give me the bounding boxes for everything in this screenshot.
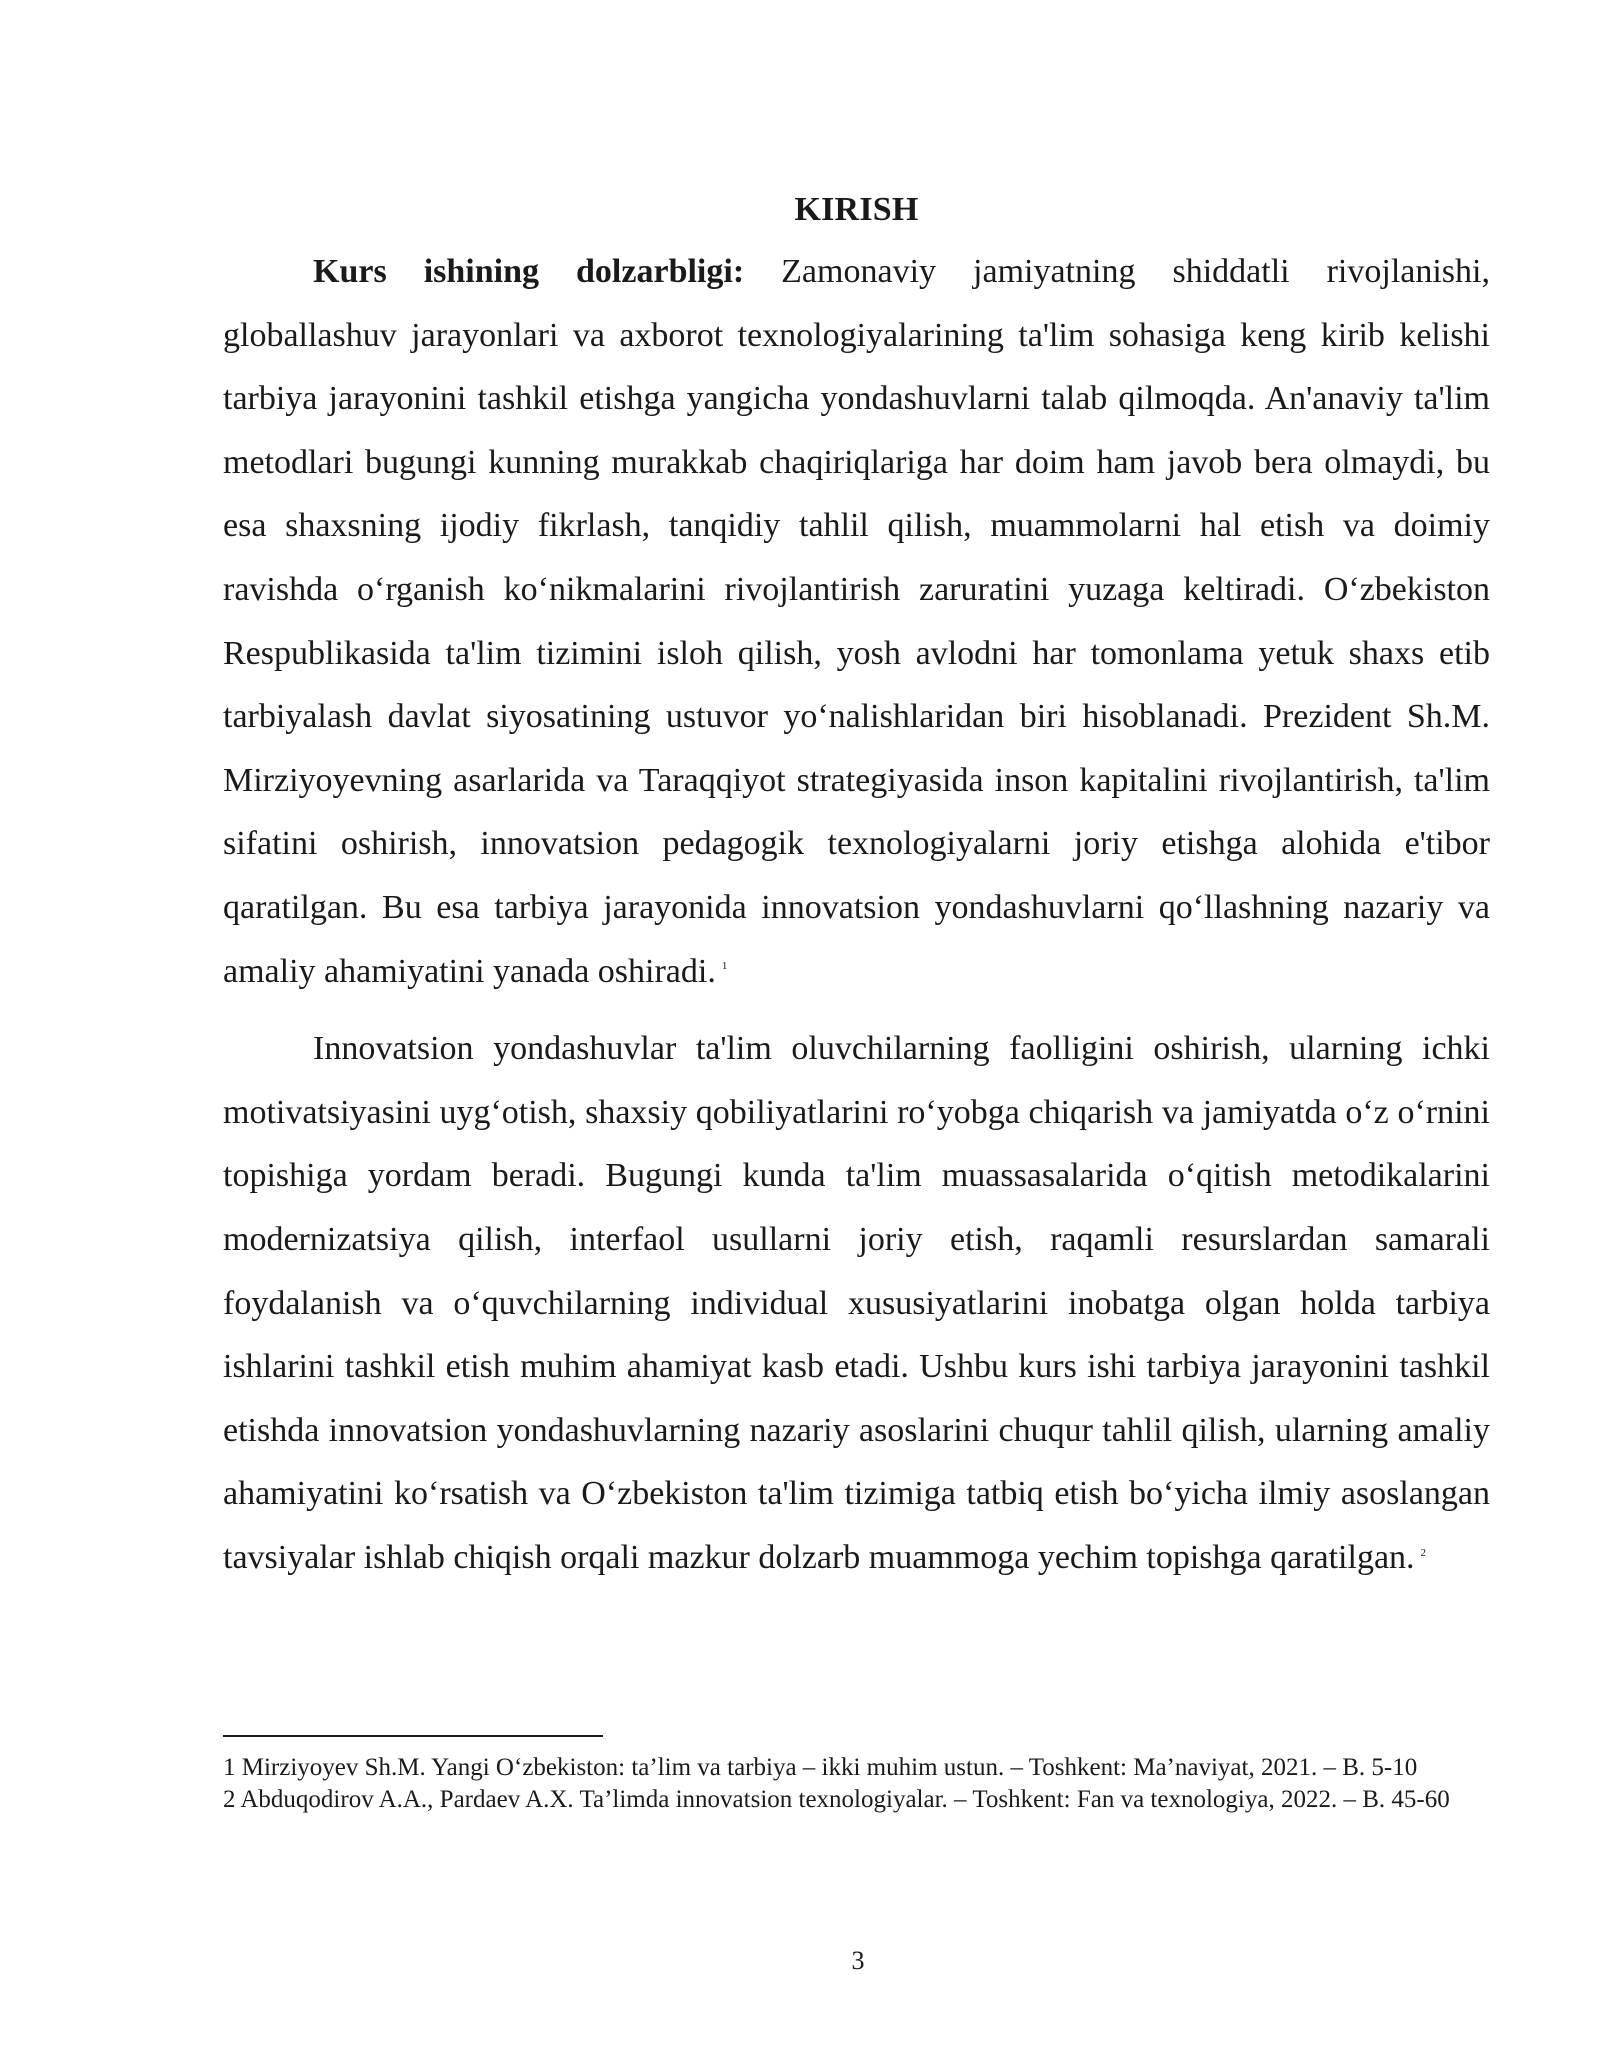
relevance-text: Zamonaviy jamiyatning shiddatli rivojlanishi, globallashuv jarayonlari va axborot texnologiyalarining ta'lim sohasiga keng kirib kelishi tarbiya jarayonini tashkil etishga yangicha yondashuvlarni talab qilmoqda. An'anaviy ta'lim metodlari bugungi kunning murakkab chaqiriqlariga har doim ham javob bera olmaydi, bu esa shaxsning ijodiy fikrlash, tanqidiy tahlil qilish, muammolarni hal etish va doimiy ravishda oʻrganish koʻnikmalarini rivojlantirish zaruratini yuzaga keltiradi. Oʻzbekiston Respublikasida ta'lim tizimini isloh qilish, yosh avlodni har tomonlama yetuk shaxs etib tarbiyalash davlat siyosatining ustuvor yoʻnalishlaridan biri hisoblanadi. Prezident Sh.M. Mirziyoyevning asarlarida va Taraqqiyot strategiyasida inson kapitalini rivojlantirish, ta'lim sifatini oshirish, innovatsion pedagogik texnologiyalarni joriy etishga alohida e'tibor qaratilgan. Bu esa tarbiya jarayonida innovatsion yondashuvlarni qoʻllashning nazariy va amaliy ahamiyatini yanada oshiradi. bbox=[223, 253, 1490, 990]
footnote-separator bbox=[223, 1735, 603, 1737]
footnote-1: 1 Mirziyoyev Sh.M. Yangi Oʻzbekiston: ta’lim va tarbiya – ikki muhim ustun. – Toshkent: Ma’naviyat, 2021. – B. 5-10 bbox=[223, 1754, 1418, 1781]
innovation-text: Innovatsion yondashuvlar ta'lim oluvchilarning faolligini oshirish, ularning ichki motivatsiyasini uygʻotish, shaxsiy qobiliyatlarini roʻyobga chiqarish va jamiyatda oʻz oʻrnini topishiga yordam beradi. Bugungi kunda ta'lim muassasalarida oʻqitish metodikalarini modernizatsiya qilish, interfaol usullarni joriy etish, raqamli resurslardan samarali foydalanish va oʻquvchilarning individual xususiyatlarini inobatga olgan holda tarbiya ishlarini tashkil etish muhim ahamiyat kasb etadi. Ushbu kurs ishi tarbiya jarayonini tashkil etishda innovatsion yondashuvlarning nazariy asoslarini chuqur tahlil qilish, ularning amaliy ahamiyatini koʻrsatish va Oʻzbekiston ta'lim tizimiga tatbiq etish boʻyicha ilmiy asoslangan tavsiyalar ishlab chiqish orqali mazkur dolzarb muammoga yechim topishga qaratilgan. bbox=[223, 1030, 1490, 1576]
relevance-heading: Kurs ishining dolzarbligi: bbox=[313, 253, 745, 290]
page-body bbox=[223, 180, 1490, 1589]
footnote-ref-1[interactable]: 1 bbox=[721, 960, 728, 973]
paragraph-relevance bbox=[223, 240, 1490, 1003]
footnotes bbox=[223, 1752, 1490, 1816]
footnote-ref-2[interactable]: 2 bbox=[1420, 1546, 1427, 1559]
paragraph-innovation bbox=[223, 1017, 1490, 1589]
footnote-2: 2 Abduqodirov A.A., Pardaev A.X. Ta’limda innovatsion texnologiyalar. – Toshkent: Fan va texnologiya, 2022. – B. 45-60 bbox=[223, 1786, 1450, 1813]
page-title: KIRISH bbox=[794, 191, 919, 228]
page-number: 3 bbox=[851, 1946, 865, 1975]
